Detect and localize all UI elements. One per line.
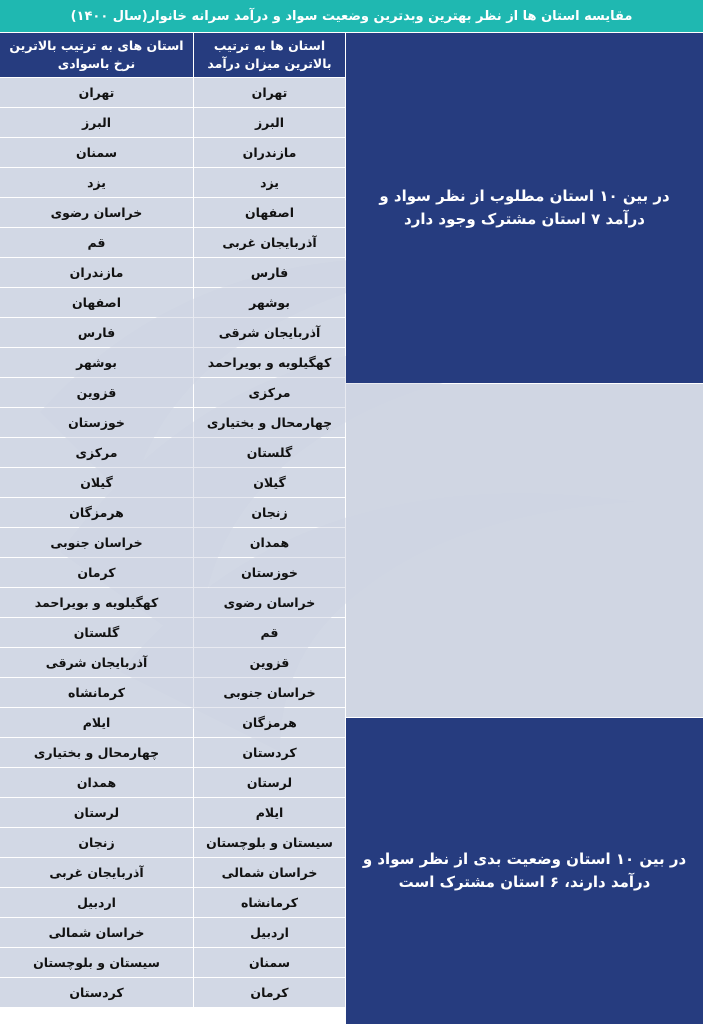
literacy-rank-cell: سمنان — [0, 138, 193, 167]
literacy-rank-cell: همدان — [0, 768, 193, 797]
literacy-rank-cell: ایلام — [0, 708, 193, 737]
literacy-rank-cell: زنجان — [0, 828, 193, 857]
income-rank-cell: ایلام — [194, 798, 345, 827]
income-rank-cell: فارس — [194, 258, 345, 287]
income-rank-cell: خوزستان — [194, 558, 345, 587]
literacy-rank-cell: خراسان شمالی — [0, 918, 193, 947]
literacy-rank-cell: کهگیلویه و بویراحمد — [0, 588, 193, 617]
literacy-rank-cell: اردبیل — [0, 888, 193, 917]
literacy-rank-cell: کردستان — [0, 978, 193, 1007]
literacy-rank-cell: آذربایجان شرقی — [0, 648, 193, 677]
literacy-rank-cell: خوزستان — [0, 408, 193, 437]
literacy-rank-cell: گلستان — [0, 618, 193, 647]
income-rank-cell: زنجان — [194, 498, 345, 527]
note-bottom-common-provinces: در بین ۱۰ استان وضعیت بدی از نظر سواد و درآمد دارند، ۶ استان مشترک است — [346, 718, 703, 1024]
literacy-rank-cell: آذربایجان غربی — [0, 858, 193, 887]
note-top-common-provinces: در بین ۱۰ استان مطلوب از نظر سواد و درآمد ۷ استان مشترک وجود دارد — [346, 33, 703, 383]
literacy-rank-cell: خراسان رضوی — [0, 198, 193, 227]
income-rank-cell: کهگیلویه و بویراحمد — [194, 348, 345, 377]
income-rank-cell: تهران — [194, 78, 345, 107]
income-rank-cell: خراسان رضوی — [194, 588, 345, 617]
literacy-rank-cell: البرز — [0, 108, 193, 137]
income-rank-cell: کردستان — [194, 738, 345, 767]
literacy-rank-cell: اصفهان — [0, 288, 193, 317]
income-rank-cell: اردبیل — [194, 918, 345, 947]
income-rank-cell: گلستان — [194, 438, 345, 467]
income-rank-cell: هرمزگان — [194, 708, 345, 737]
income-rank-cell: آذربایجان غربی — [194, 228, 345, 257]
income-rank-cell: خراسان شمالی — [194, 858, 345, 887]
income-rank-cell: یزد — [194, 168, 345, 197]
income-rank-cell: سمنان — [194, 948, 345, 977]
income-rank-cell: همدان — [194, 528, 345, 557]
literacy-rank-cell: بوشهر — [0, 348, 193, 377]
literacy-rank-cell: گیلان — [0, 468, 193, 497]
note-middle-empty — [346, 384, 703, 717]
income-rank-cell: لرستان — [194, 768, 345, 797]
income-rank-cell: گیلان — [194, 468, 345, 497]
income-rank-cell: چهارمحال و بختیاری — [194, 408, 345, 437]
income-rank-cell: مرکزی — [194, 378, 345, 407]
literacy-rank-cell: مازندران — [0, 258, 193, 287]
header-literacy: استان های به ترتیب بالاترین نرخ باسوادی — [0, 33, 193, 77]
literacy-rank-cell: قزوین — [0, 378, 193, 407]
literacy-rank-cell: یزد — [0, 168, 193, 197]
income-rank-cell: اصفهان — [194, 198, 345, 227]
literacy-rank-cell: کرمانشاه — [0, 678, 193, 707]
literacy-rank-cell: خراسان جنوبی — [0, 528, 193, 557]
literacy-rank-cell: هرمزگان — [0, 498, 193, 527]
literacy-rank-cell: قم — [0, 228, 193, 257]
income-rank-cell: کرمانشاه — [194, 888, 345, 917]
income-rank-cell: البرز — [194, 108, 345, 137]
income-rank-cell: سیستان و بلوچستان — [194, 828, 345, 857]
income-rank-cell: قزوین — [194, 648, 345, 677]
income-rank-cell: آذربایجان شرقی — [194, 318, 345, 347]
income-rank-cell: کرمان — [194, 978, 345, 1007]
table-title: مقایسه استان ها از نظر بهترین وبدترین وضعیت سواد و درآمد سرانه خانوار(سال ۱۴۰۰) — [0, 0, 703, 32]
literacy-rank-cell: مرکزی — [0, 438, 193, 467]
income-rank-cell: مازندران — [194, 138, 345, 167]
header-income: استان ها به ترتیب بالاترین میزان درآمد — [194, 33, 345, 77]
literacy-rank-cell: چهارمحال و بختیاری — [0, 738, 193, 767]
literacy-rank-cell: لرستان — [0, 798, 193, 827]
income-rank-cell: خراسان جنوبی — [194, 678, 345, 707]
literacy-rank-cell: سیستان و بلوچستان — [0, 948, 193, 977]
literacy-rank-cell: فارس — [0, 318, 193, 347]
literacy-rank-cell: تهران — [0, 78, 193, 107]
income-rank-cell: بوشهر — [194, 288, 345, 317]
income-rank-cell: قم — [194, 618, 345, 647]
literacy-rank-cell: کرمان — [0, 558, 193, 587]
